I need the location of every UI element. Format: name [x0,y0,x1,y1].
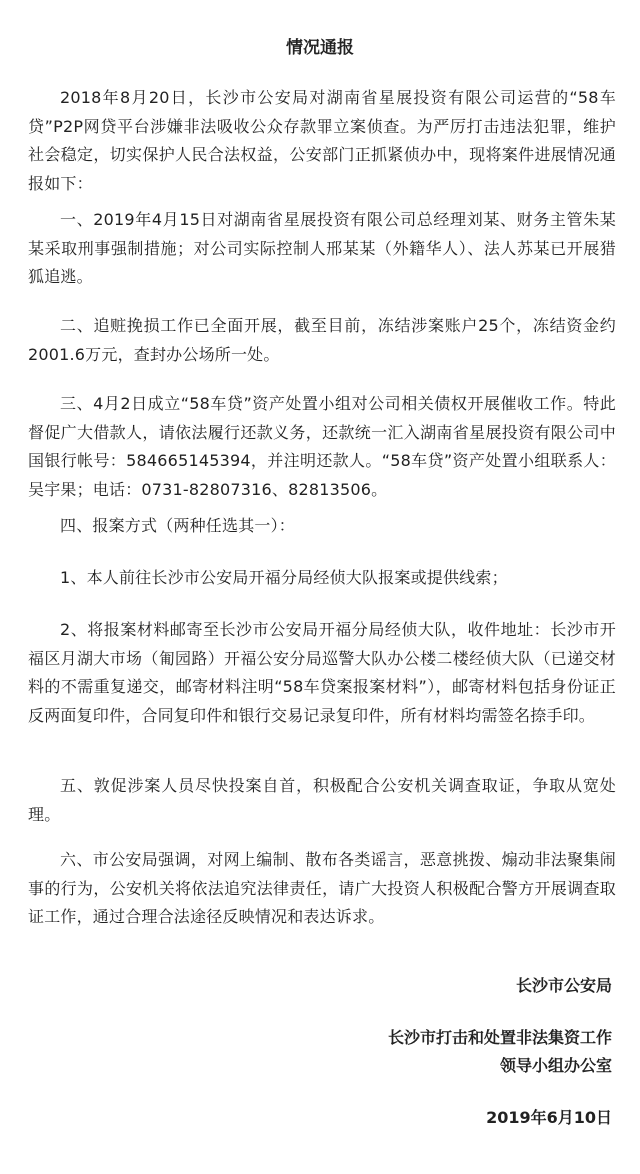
paragraph-intro: 2018年8月20日，长沙市公安局对湖南省星展投资有限公司运营的“58车贷”P2P网贷平台涉嫌非法吸收公众存款罪立案侦查。为严厉打击违法犯罪，维护社会稳定，切实保护人民合法权益，公安部门正抓紧侦办中，现将案件进展情况通报如下： [28,88,616,193]
paragraph-item-4-option-1: 1、本人前往长沙市公安局开福分局经侦大队报案或提供线索； [60,568,508,587]
signature-issuer-2-line-2: 领导小组办公室 [499,1056,612,1075]
paragraph-item-1: 一、2019年4月15日对湖南省星展投资有限公司总经理刘某、财务主管朱某某采取刑事强制措施；对公司实际控制人邢某某（外籍华人）、法人苏某已开展猎狐追逃。 [28,210,616,286]
paragraph-item-3: 三、4月2日成立“58车贷”资产处置小组对公司相关债权开展催收工作。特此督促广大借款人，请依法履行还款义务，还款统一汇入湖南省星展投资有限公司中国银行帐号：584665145394，并注明还款人。“58车贷”资产处置小组联系人：吴宇果；电话：0731-82807316、82813506。 [28,394,616,499]
paragraph-item-5: 五、敦促涉案人员尽快投案自首，积极配合公安机关调查取证，争取从宽处理。 [28,776,616,824]
signature-issuer-2-line-1: 长沙市打击和处置非法集资工作 [387,1028,612,1047]
signature-issuer-1: 长沙市公安局 [515,976,612,995]
paragraph-item-2: 二、追赃挽损工作已全面开展，截至目前，冻结涉案账户25个，冻结资金约2001.6万元，查封办公场所一处。 [28,316,616,364]
paragraph-item-4-option-2: 2、将报案材料邮寄至长沙市公安局开福分局经侦大队，收件地址：长沙市开福区月湖大市场（匍园路）开福公安分局巡警大队办公楼二楼经侦大队（已递交材料的不需重复递交，邮寄材料注明“58车贷案报案材料”），邮寄材料包括身份证正反两面复印件，合同复印件和银行交易记录复印件，所有材料均需签名捺手印。 [28,620,616,725]
signature-date: 2019年6月10日 [486,1108,612,1127]
paragraph-item-4: 四、报案方式（两种任选其一）： [60,516,296,535]
paragraph-item-6: 六、市公安局强调，对网上编制、散布各类谣言，恶意挑拨、煽动非法聚集闹事的行为，公安机关将依法追究法律责任，请广大投资人积极配合警方开展调查取证工作，通过合理合法途径反映情况和表达诉求。 [28,850,616,926]
document-title: 情况通报 [286,38,354,58]
